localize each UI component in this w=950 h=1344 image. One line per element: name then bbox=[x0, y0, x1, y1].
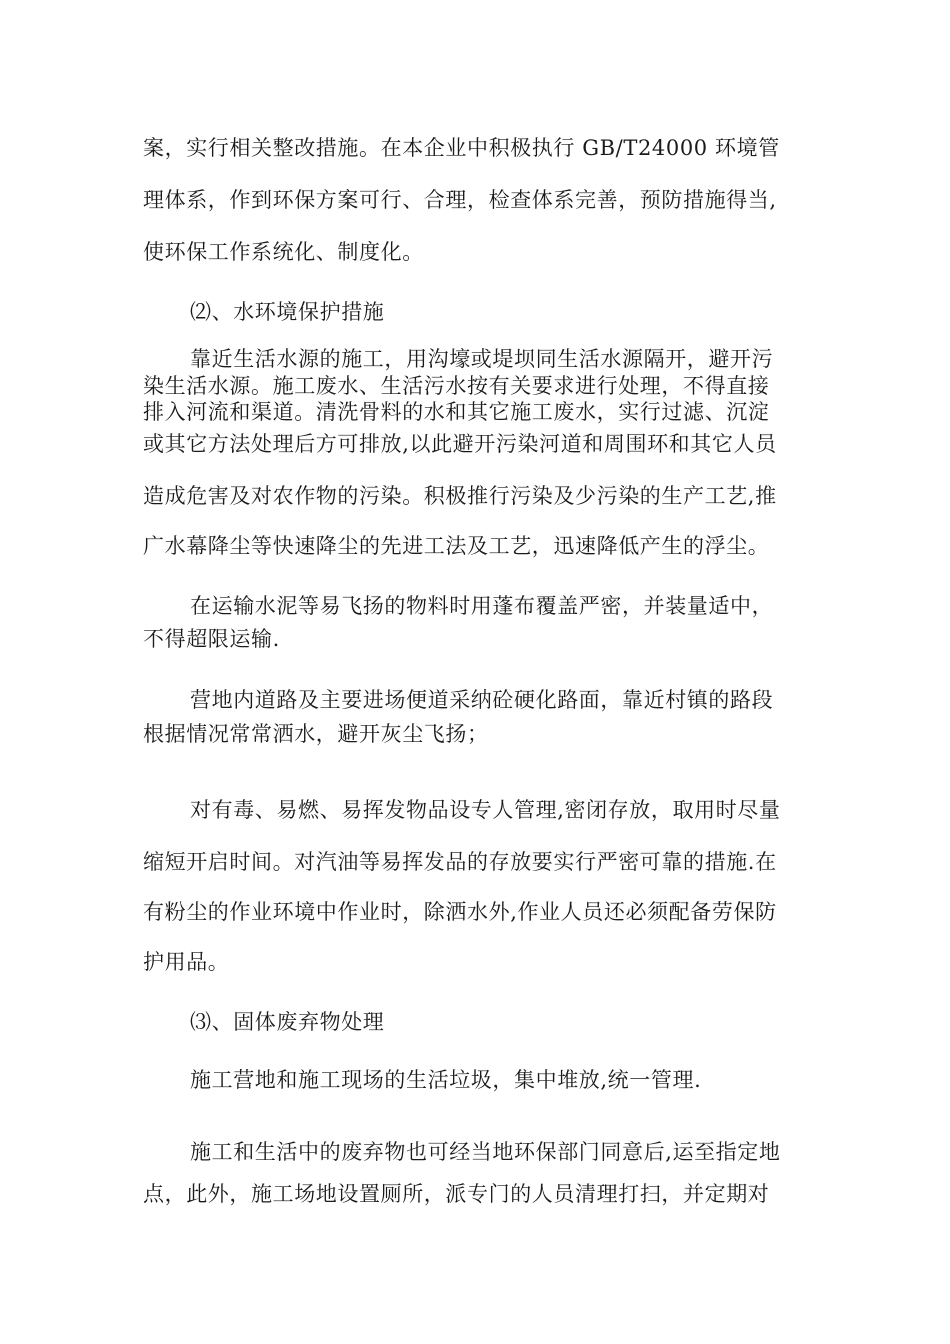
text-line: 不得超限运输. bbox=[143, 627, 280, 651]
text-line: 点，此外，施工场地设置厕所，派专门的人员清理打扫，并定期对 bbox=[143, 1182, 770, 1206]
section-heading-water: ⑵、水环境保护措施 bbox=[190, 300, 385, 324]
section-heading-solid-waste: ⑶、固体废弃物处理 bbox=[190, 1010, 385, 1034]
text-line: 案，实行相关整改措施。在本企业中积极执行 GB/T24000 环境管 bbox=[143, 136, 780, 160]
text-line: 有粉尘的作业环境中作业时，除洒水外,作业人员还必须配备劳保防 bbox=[143, 900, 777, 924]
text-line: 根据情况常常洒水，避开灰尘飞扬； bbox=[143, 722, 489, 746]
text-line: 或其它方法处理后方可排放,以此避开污染河道和周围环和其它人员 bbox=[143, 432, 777, 456]
text-line: 缩短开启时间。对汽油等易挥发品的存放要实行严密可靠的措施.在 bbox=[143, 850, 777, 874]
text-line: 护用品。 bbox=[143, 950, 230, 974]
text-line: 染生活水源。施工废水、生活污水按有关要求进行处理，不得直接 bbox=[143, 374, 770, 398]
paragraph-garbage: 施工营地和施工现场的生活垃圾，集中堆放,统一管理. bbox=[190, 1068, 702, 1092]
text-line: 广水幕降尘等快速降尘的先进工法及工艺，迅速降低产生的浮尘。 bbox=[143, 534, 770, 558]
text-line: 在运输水泥等易飞扬的物料时用蓬布覆盖严密，并装量适中， bbox=[190, 594, 774, 618]
text-line: 排入河流和渠道。清洗骨料的水和其它施工废水，实行过滤、沉淀 bbox=[143, 400, 770, 424]
text-line: 施工和生活中的废弃物也可经当地环保部门同意后,运至指定地 bbox=[190, 1140, 781, 1164]
text-line: 靠近生活水源的施工，用沟壕或堤坝同生活水源隔开，避开污 bbox=[190, 347, 774, 371]
text-line: 对有毒、易燃、易挥发物品设专人管理,密闭存放，取用时尽量 bbox=[190, 798, 781, 822]
text-line: 造成危害及对农作物的污染。积极推行污染及少污染的生产工艺,推 bbox=[143, 484, 777, 508]
text-line: 理体系，作到环保方案可行、合理，检查体系完善，预防措施得当, bbox=[143, 188, 777, 212]
text-line: 营地内道路及主要进场便道采纳砼硬化路面，靠近村镇的路段 bbox=[190, 688, 774, 712]
text-line: 使环保工作系统化、制度化。 bbox=[143, 240, 424, 264]
